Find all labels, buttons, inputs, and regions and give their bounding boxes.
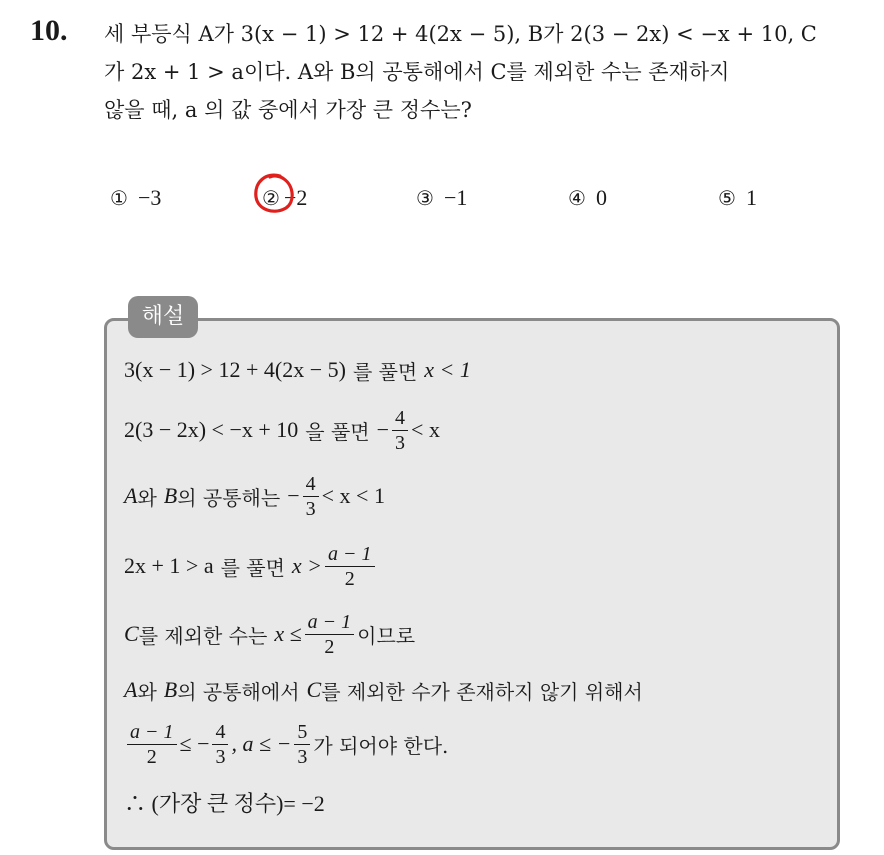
- choice-4-value: 0: [595, 185, 607, 210]
- s3-fraction: [303, 472, 319, 521]
- solution-line-8: [124, 782, 325, 822]
- s5-lhs: x ≤: [274, 621, 302, 646]
- s3-conj: 와: [137, 485, 157, 510]
- s8-conclusion: ∴ (가장 큰 정수)= −2: [124, 790, 325, 816]
- s5-set-c: C: [124, 621, 139, 646]
- s7-fraction-1: [127, 720, 177, 769]
- s3-word: 의 공통해는: [177, 485, 281, 510]
- choice-4[interactable]: [568, 180, 607, 216]
- s3-set-b: B: [163, 483, 178, 508]
- s7-relation-1: ≤ −: [179, 731, 210, 756]
- s1-word: 를 풀면: [352, 359, 418, 384]
- s3-denominator: 3: [305, 497, 316, 520]
- s3-set-a: A: [124, 483, 138, 508]
- choice-2-value: −2: [283, 185, 308, 210]
- s6-set-a: A: [124, 677, 138, 702]
- s4-expression: 2x + 1 > a: [124, 553, 214, 578]
- solution-badge: 해설: [128, 296, 198, 338]
- solution-line-6: [124, 670, 643, 710]
- s2-expression: 2(3 − 2x) < −x + 10: [124, 417, 299, 442]
- choice-4-number: ④: [568, 186, 586, 210]
- s2-word: 을 풀면: [305, 419, 370, 444]
- solution-line-3: [124, 472, 385, 520]
- s4-numerator: a − 1: [325, 542, 375, 567]
- answer-choices: [0, 180, 884, 216]
- choice-1-value: −3: [137, 185, 162, 210]
- s2-numerator: 4: [392, 406, 408, 431]
- question-line-2: 가 2x + 1 > a이다. A와 B의 공통해에서 C를 제외한 수는 존재하지: [104, 60, 730, 84]
- choice-5-number: ⑤: [718, 186, 736, 210]
- solution-line-4: [124, 542, 378, 590]
- s7-numerator-1: a − 1: [127, 720, 177, 745]
- s4-word: 를 풀면: [220, 555, 285, 580]
- s4-lhs: x >: [291, 553, 323, 578]
- s7-tail: 가 되어야 한다.: [313, 733, 449, 758]
- choice-3[interactable]: [416, 180, 467, 216]
- choice-2-number: ②: [262, 186, 280, 210]
- s5-fraction: [305, 610, 355, 659]
- solution-line-7: [124, 720, 449, 768]
- s6-tail: 를 제외한 수가 존재하지 않기 위해서: [321, 679, 643, 704]
- s7-numerator-3: 5: [294, 720, 310, 745]
- s6-set-b: B: [163, 677, 178, 702]
- solution-line-1: [124, 350, 471, 390]
- s3-tail: < x < 1: [321, 483, 385, 508]
- s4-fraction: [325, 542, 375, 591]
- s5-word: 를 제외한 수는: [138, 623, 268, 648]
- choice-1[interactable]: [110, 180, 161, 216]
- s2-minus: −: [376, 417, 390, 442]
- choice-2[interactable]: [262, 180, 307, 216]
- s1-result: x < 1: [424, 357, 471, 382]
- s6-mid: 의 공통해에서: [177, 679, 300, 704]
- s5-denominator: 2: [324, 635, 335, 658]
- s6-set-c: C: [306, 677, 322, 702]
- s7-numerator-2: 4: [212, 720, 228, 745]
- s5-numerator: a − 1: [305, 610, 355, 635]
- solution-line-5: [124, 610, 416, 658]
- question-number: 10.: [30, 14, 68, 47]
- choice-3-value: −1: [443, 185, 468, 210]
- s7-fraction-2: [212, 720, 228, 769]
- s3-minus: −: [287, 483, 300, 508]
- question-text: [104, 15, 864, 129]
- s2-denominator: 3: [395, 431, 406, 454]
- question-line-1: 세 부등식 A가 3(x − 1) > 12 + 4(2x − 5), B가 2(3 − 2x) < −x + 10, C: [104, 22, 817, 46]
- s3-numerator: 4: [303, 472, 319, 497]
- choice-3-number: ③: [416, 186, 434, 210]
- s6-conj: 와: [137, 679, 157, 704]
- choice-5[interactable]: [718, 180, 757, 216]
- s2-fraction: [392, 406, 408, 455]
- s7-middle: , a ≤ −: [231, 731, 292, 756]
- choice-1-number: ①: [110, 186, 128, 210]
- choice-5-value: 1: [745, 185, 757, 210]
- s7-denominator-1: 2: [146, 745, 157, 768]
- question-line-3: 않을 때, a 의 값 중에서 가장 큰 정수는?: [104, 98, 472, 122]
- s1-expression: 3(x − 1) > 12 + 4(2x − 5): [124, 357, 346, 382]
- s4-denominator: 2: [344, 567, 355, 590]
- s2-tail: < x: [411, 417, 440, 442]
- s7-fraction-3: [294, 720, 310, 769]
- solution-line-2: [124, 406, 440, 454]
- s7-denominator-2: 3: [215, 745, 226, 768]
- s7-denominator-3: 3: [297, 745, 308, 768]
- s5-tail: 이므로: [357, 623, 416, 648]
